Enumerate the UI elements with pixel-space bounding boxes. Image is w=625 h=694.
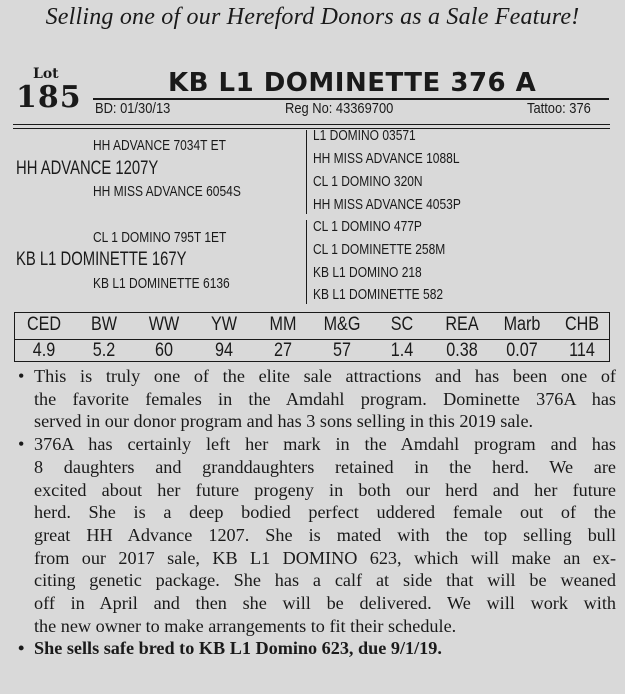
epd-header: MM	[269, 314, 297, 335]
epd-value: 27	[274, 340, 292, 361]
epd-value: 57	[333, 340, 351, 361]
text-line: from our 2017 sale, KB L1 DOMINO 623, which will make an ex-	[34, 547, 616, 568]
pedigree-great-grand: CL 1 DOMINO 477P	[313, 218, 422, 235]
pedigree-great-grand: CL 1 DOMINETTE 258M	[313, 241, 446, 258]
text-line: excited about her future progeny in both our herd and her future	[34, 479, 616, 500]
bullet-mark: •	[18, 638, 25, 659]
epd-table	[14, 312, 610, 362]
tattoo: Tattoo: 376	[527, 100, 591, 117]
epd-value: 94	[215, 340, 233, 361]
bullet-mark: •	[18, 434, 25, 455]
pedigree-sire: HH ADVANCE 1207Y	[16, 158, 159, 179]
epd-header: YW	[210, 314, 238, 335]
text-line: the new owner to make arrangements to fit their schedule.	[34, 615, 457, 636]
pedigree-bracket-lower	[306, 220, 307, 304]
epd-header: Marb	[503, 314, 541, 335]
text-line: herd. She is a deep bodied perfect uddered female out of the	[34, 502, 616, 523]
lot-number: 185	[16, 80, 82, 115]
epd-header: WW	[148, 314, 180, 335]
lot-label: Lot	[33, 66, 59, 82]
text-line: 8 daughters and granddaughters retained in the herd. We are	[34, 456, 616, 477]
epd-value: 1.4	[390, 340, 414, 361]
pedigree-rule-top	[13, 124, 610, 125]
epd-value: 5.2	[92, 340, 116, 361]
pedigree-great-grand: L1 DOMINO 03571	[313, 127, 416, 144]
pedigree-bracket-upper	[306, 130, 307, 214]
pedigree-rule-top-2	[13, 128, 610, 129]
pedigree-sire-dam: HH MISS ADVANCE 6054S	[93, 183, 241, 200]
epd-header: BW	[90, 314, 118, 335]
pedigree-great-grand: KB L1 DOMINETTE 582	[313, 286, 444, 303]
pedigree-dam: KB L1 DOMINETTE 167Y	[16, 249, 187, 270]
text-line: the favorite females in the Amdahl program. Dominette 376A has	[34, 388, 616, 409]
description-bullet	[16, 637, 616, 660]
epd-value: 114	[569, 340, 595, 361]
text-line: off in April and then she will be delivered. We will work with	[34, 593, 616, 614]
epd-header: CHB	[564, 314, 600, 335]
text-line: She sells safe bred to KB L1 Domino 623, due 9/1/19.	[34, 638, 442, 659]
description	[16, 365, 616, 660]
birth-date: BD: 01/30/13	[95, 100, 171, 117]
pedigree-sire-sire: HH ADVANCE 7034T ET	[93, 137, 226, 154]
page-headline: Selling one of our Hereford Donors as a Sale Feature!	[45, 4, 580, 30]
text-line: 376A has certainly left her mark in the Amdahl program and has	[34, 434, 616, 455]
bullet-mark: •	[18, 366, 25, 386]
pedigree-great-grand: CL 1 DOMINO 320N	[313, 173, 423, 190]
text-line: great HH Advance 1207. She is mated with the top selling bull	[34, 524, 616, 545]
epd-header: M&G	[323, 314, 361, 335]
registration-number: Reg No: 43369700	[285, 100, 394, 117]
text-line: served in our donor program and has 3 sons selling in this 2019 sale.	[34, 411, 534, 432]
pedigree-great-grand: KB L1 DOMINO 218	[313, 264, 422, 281]
pedigree-great-grand: HH MISS ADVANCE 1088L	[313, 150, 460, 167]
description-bullet	[16, 365, 616, 433]
description-bullet	[16, 433, 616, 637]
epd-value: 4.9	[32, 340, 56, 361]
text-line: This is truly one of the elite sale attractions and has been one of	[34, 366, 616, 386]
animal-name: KB L1 DOMINETTE 376 A	[168, 68, 537, 98]
epd-value: 60	[155, 340, 173, 361]
pedigree-great-grand: HH MISS ADVANCE 4053P	[313, 196, 461, 213]
epd-header: REA	[445, 314, 479, 335]
pedigree-dam-dam: KB L1 DOMINETTE 6136	[93, 275, 230, 292]
epd-header: SC	[390, 314, 414, 335]
pedigree-dam-sire: CL 1 DOMINO 795T 1ET	[93, 229, 227, 246]
epd-header: CED	[26, 314, 62, 335]
epd-value: 0.07	[506, 340, 538, 361]
epd-value: 0.38	[446, 340, 478, 361]
text-line: citing genetic package. She has a calf at side that will be weaned	[34, 570, 616, 591]
